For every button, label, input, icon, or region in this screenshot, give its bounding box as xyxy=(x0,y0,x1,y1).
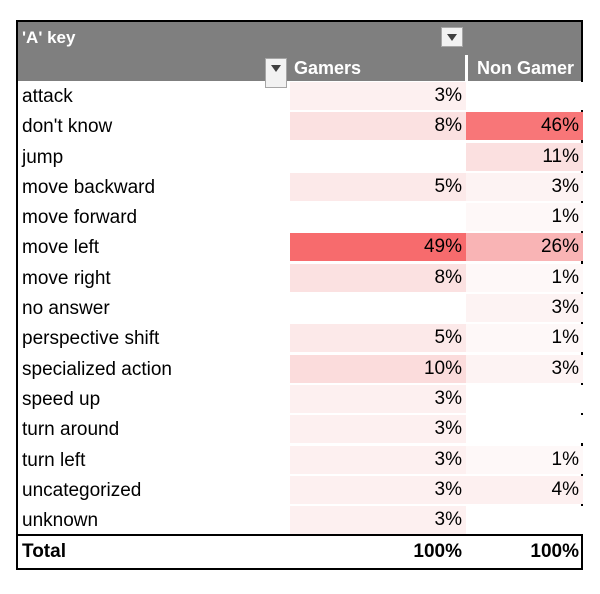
table-row xyxy=(18,111,581,141)
gamers-cell[interactable]: 5% xyxy=(290,324,466,352)
pivot-table xyxy=(16,20,583,570)
non-gamer-cell[interactable]: 1% xyxy=(466,324,583,352)
gamers-cell[interactable]: 3% xyxy=(290,82,466,110)
non-gamer-cell[interactable]: 3% xyxy=(466,173,583,201)
table-row xyxy=(18,142,581,172)
row-label[interactable]: turn left xyxy=(22,449,86,471)
gamers-cell[interactable]: 5% xyxy=(290,173,466,201)
row-label[interactable]: speed up xyxy=(22,388,101,410)
table-row xyxy=(18,384,581,414)
gamers-cell[interactable]: 3% xyxy=(290,446,466,474)
table-row xyxy=(18,475,581,505)
non-gamer-cell[interactable]: 26% xyxy=(466,233,583,261)
row-label[interactable]: uncategorized xyxy=(22,479,142,501)
gamers-cell[interactable] xyxy=(290,143,466,171)
gamers-cell[interactable]: 8% xyxy=(290,264,466,292)
total-non-gamer-cell[interactable]: 100% xyxy=(530,541,579,562)
total-gamers-cell[interactable]: 100% xyxy=(413,541,462,562)
table-row xyxy=(18,445,581,475)
non-gamer-cell[interactable]: 4% xyxy=(466,476,583,504)
table-row xyxy=(18,81,581,111)
row-label[interactable]: specialized action xyxy=(22,358,172,380)
row-label[interactable]: perspective shift xyxy=(22,328,160,350)
table-row xyxy=(18,505,581,535)
non-gamer-cell[interactable] xyxy=(466,82,583,110)
header-row-columns xyxy=(18,55,581,81)
non-gamer-cell[interactable]: 1% xyxy=(466,264,583,292)
row-label[interactable]: unknown xyxy=(22,510,99,532)
row-label[interactable]: jump xyxy=(22,146,64,168)
gamers-cell[interactable]: 8% xyxy=(290,112,466,140)
gamers-cell[interactable]: 3% xyxy=(290,415,466,443)
gamers-cell[interactable] xyxy=(290,294,466,322)
non-gamer-cell[interactable]: 46% xyxy=(466,112,583,140)
table-row xyxy=(18,232,581,262)
table-row xyxy=(18,354,581,384)
total-label: Total xyxy=(22,541,66,562)
non-gamer-cell[interactable]: 3% xyxy=(466,294,583,322)
table-body xyxy=(18,81,581,535)
non-gamer-cell[interactable] xyxy=(466,385,583,413)
row-label[interactable]: move left xyxy=(22,237,100,259)
row-label[interactable]: attack xyxy=(22,86,73,107)
row-label[interactable]: move right xyxy=(22,267,111,289)
non-gamer-cell[interactable]: 1% xyxy=(466,203,583,231)
pivot-title: 'A' key xyxy=(22,28,76,47)
non-gamer-cell[interactable]: 1% xyxy=(466,446,583,474)
row-label[interactable]: don't know xyxy=(22,116,113,138)
table-row xyxy=(18,202,581,232)
gamers-cell[interactable] xyxy=(290,203,466,231)
gamers-cell[interactable]: 3% xyxy=(290,385,466,413)
non-gamer-cell[interactable]: 11% xyxy=(466,143,583,171)
row-label[interactable]: no answer xyxy=(22,298,110,320)
row-label[interactable]: move backward xyxy=(22,176,156,198)
gamers-cell[interactable]: 3% xyxy=(290,476,466,504)
gamers-cell[interactable]: 3% xyxy=(290,506,466,534)
gamers-cell[interactable]: 10% xyxy=(290,355,466,383)
table-row xyxy=(18,293,581,323)
row-label[interactable]: turn around xyxy=(22,419,120,441)
column-header-non-gamer[interactable]: Non Gamer xyxy=(476,58,575,78)
column-header-gamers[interactable]: Gamers xyxy=(294,58,362,78)
table-row xyxy=(18,323,581,353)
non-gamer-cell[interactable] xyxy=(466,506,583,534)
non-gamer-cell[interactable] xyxy=(466,415,583,443)
filter-dropdown-icon[interactable] xyxy=(441,27,463,47)
non-gamer-cell[interactable]: 3% xyxy=(466,355,583,383)
header-row-filter xyxy=(18,22,581,55)
total-row xyxy=(18,534,581,568)
row-label[interactable]: move forward xyxy=(22,207,138,229)
table-row xyxy=(18,414,581,444)
table-row xyxy=(18,172,581,202)
table-row xyxy=(18,263,581,293)
gamers-cell[interactable]: 49% xyxy=(290,233,466,261)
